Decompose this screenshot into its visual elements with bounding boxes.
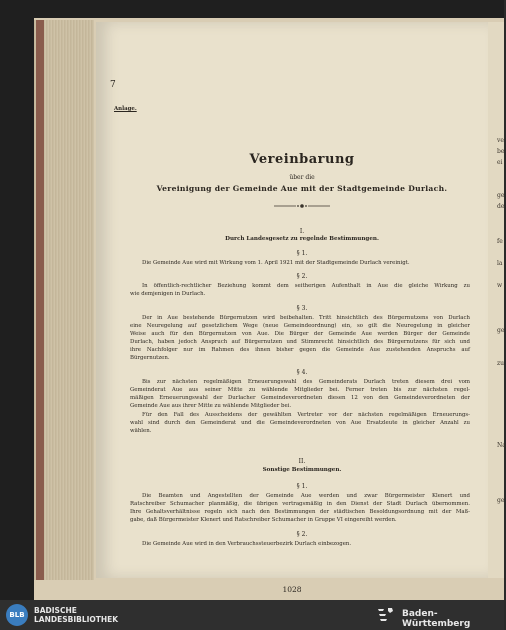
section-1-numeral: I. bbox=[299, 228, 305, 235]
s2-par1-line: Ratschreiber Schumacher planmäßig, die übrigen vertragsmäßig in den Dienst der Stadt Durlach übernommen. bbox=[130, 501, 470, 507]
s1-par4-line: mäßigen Erneuerungswahl der Durlacher Gemeindeverordneten diesen 12 von den Gemeindeverordneten der bbox=[130, 395, 470, 401]
page-number: 7 bbox=[110, 80, 116, 90]
s1-par3-line: ihre Nachfolger nur im Rahmen des ihnen bisher gegen die Gemeinde Aue zustehenden Anspruchs auf bbox=[130, 347, 470, 353]
s1-par4-line: Bis zur nächsten regelmäßigen Erneuerungswahl des Gemeinderats Durlach treten diesem drei vom bbox=[142, 379, 470, 385]
s1-par2-line: wie demjenigen in Durlach. bbox=[130, 291, 206, 297]
s1-par4-line: Gemeinde Aue aus ihrer Mitte zu wählende Mitglieder bei. bbox=[130, 403, 292, 409]
adjacent-page-fragment: zu bbox=[497, 360, 505, 367]
adjacent-page-fragment: w bbox=[497, 282, 503, 289]
footer-page-number: 1028 bbox=[282, 585, 302, 594]
s1-par4-line: wählen. bbox=[130, 428, 152, 434]
document-title: Vereinbarung bbox=[249, 152, 355, 167]
document-over: über die bbox=[289, 174, 315, 181]
viewer-footer bbox=[0, 600, 504, 630]
adjacent-page-fragment: ve bbox=[497, 137, 504, 144]
adjacent-page-edge bbox=[488, 22, 504, 578]
s2-par1-line: Die Beamten und Angestellten der Gemeinde Aue werden und zwar Bürgermeister Klenert und bbox=[142, 493, 470, 499]
s1-par2-line: In öffentlich-rechtlicher Beziehung kommt dem seitherigen Aufenthalt in Aue die gleiche Wirkung zu bbox=[142, 283, 470, 289]
section-2-numeral: II. bbox=[298, 458, 306, 465]
baden-wuerttemberg-name: Baden-Württemberg bbox=[402, 609, 471, 629]
adjacent-page-fragment: de bbox=[497, 203, 505, 210]
document-subtitle: Vereinigung der Gemeinde Aue mit der Stadtgemeinde Durlach. bbox=[156, 184, 448, 193]
s2-par1-line: gabe, daß Bürgermeister Klenert und Ratschreiber Schumacher in Gruppe VI eingereiht werden. bbox=[130, 517, 397, 523]
adjacent-page-fragment: ge bbox=[497, 192, 505, 199]
adjacent-page-fragment: fe bbox=[497, 238, 503, 245]
adjacent-page-fragment: ge bbox=[497, 327, 505, 334]
s1-par4-line: Für den Fall des Ausscheidens der gewählten Vertreter vor der nächsten regelmäßigen Erneuerungs- bbox=[142, 412, 470, 418]
s1-par3-line: Durlach, haben jedoch Anspruch auf Bürgernutzen und Stimmrecht hinsichtlich des Bürgernutzens für sich und bbox=[130, 339, 470, 345]
s1-par4-line: wahl sind durch den Gemeinderat und die Gemeindeverordneten von Aue Ersatzleute in gleicher Anzahl zu bbox=[130, 420, 470, 426]
s2-par2-text: Die Gemeinde Aue wird in den Verbrauchssteuerbezirk Durlach einbezogen. bbox=[142, 541, 352, 547]
adjacent-page-fragment: ge bbox=[497, 497, 505, 504]
s1-par3-line: Bürgernutzen. bbox=[130, 355, 170, 361]
document-page bbox=[96, 22, 488, 594]
s2-par2-mark: § 2. bbox=[296, 531, 308, 538]
blb-name-line1: BADISCHE bbox=[34, 606, 77, 615]
ornament-divider-icon bbox=[272, 203, 332, 209]
s1-par4-mark: § 4. bbox=[296, 369, 308, 376]
adjacent-page-fragment: ei bbox=[497, 159, 503, 166]
s1-par4-line: Gemeinderat Aue aus seiner Mitte zu wählende Mitglieder bei. Ferner treten bis zur nächsten regel- bbox=[130, 387, 470, 393]
blb-name-line2: LANDESBIBLIOTHEK bbox=[34, 615, 119, 624]
section-2-heading: Sonstige Bestimmungen. bbox=[262, 467, 342, 473]
book-cover-edge bbox=[36, 20, 44, 580]
s2-par1-line: Ihre Gehaltsverhältnisse regeln sich nach den Bestimmungen der städtischen Besoldungsordnung mit der Maß- bbox=[130, 509, 470, 515]
s1-par3-line: Weise auch für den Bürgernutzen von Aue. Die Bürger der Gemeinde Aue werden Bürger der Gemeinde bbox=[130, 331, 470, 337]
blb-logo[interactable]: BLB bbox=[6, 604, 28, 626]
adjacent-page-fragment: la bbox=[497, 260, 503, 267]
s1-par2-mark: § 2. bbox=[296, 273, 308, 280]
s1-par3-mark: § 3. bbox=[296, 305, 308, 312]
s1-par3-line: eine Neuregelung auf gesetzlichem Wege (neue Gemeindeordnung) ein, so gilt die Neuregelung in gleicher bbox=[130, 323, 470, 329]
adjacent-page-fragment: Na bbox=[497, 442, 506, 449]
baden-wuerttemberg-lions-icon bbox=[376, 606, 396, 624]
blb-name bbox=[34, 606, 118, 624]
section-1-heading: Durch Landesgesetz zu regelnde Bestimmungen. bbox=[225, 236, 379, 242]
annex-label: Anlage. bbox=[114, 106, 137, 112]
s1-par3-line: Der in Aue bestehende Bürgernutzen wird beibehalten. Tritt hinsichtlich des Bürgernutzens von Durlach bbox=[142, 315, 470, 321]
s2-par1-mark: § 1. bbox=[296, 483, 308, 490]
adjacent-page-fragment: be bbox=[497, 148, 505, 155]
s1-par1-text: Die Gemeinde Aue wird mit Wirkung vom 1. April 1921 mit der Stadtgemeinde Durlach vereinigt. bbox=[142, 260, 410, 266]
s1-par1-mark: § 1. bbox=[296, 250, 308, 257]
